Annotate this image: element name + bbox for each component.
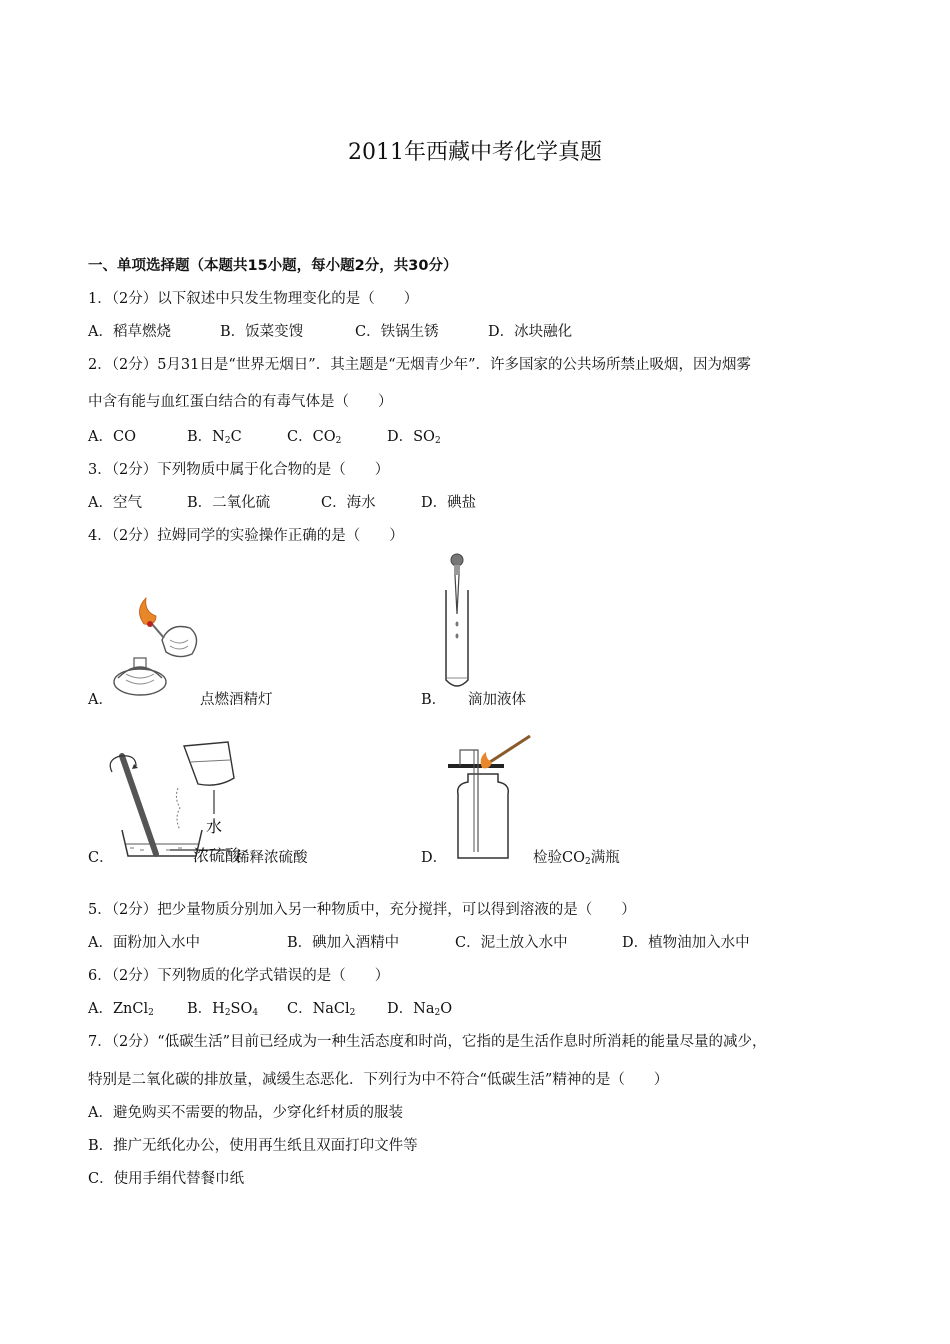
q1-option-a: A．稻草燃烧 bbox=[88, 324, 171, 340]
q4-option-b-caption: 滴加液体 bbox=[468, 692, 526, 708]
q2-option-c: C．$CO_2$ bbox=[287, 429, 342, 446]
q2-option-d: D．$SO_2$ bbox=[387, 429, 441, 446]
q4-option-b-letter: B． bbox=[421, 692, 447, 708]
q3-option-d: D．碘盐 bbox=[421, 495, 477, 511]
acid-label: 浓硫酸 bbox=[193, 846, 242, 865]
question-4-stem: 4．（2分）拉姆同学的实验操作正确的是（ ） bbox=[88, 528, 404, 544]
q7-option-a: A．避免购买不需要的物品，少穿化纤材质的服装 bbox=[88, 1105, 403, 1121]
q4-option-d-caption: 检验$CO_2$满瓶 bbox=[533, 850, 620, 867]
q1-option-b: B．饭菜变馊 bbox=[220, 324, 304, 340]
question-2-stem-line1: 2．（2分）5月31日是“世界无烟日”．其主题是“无烟青少年”．许多国家的公共场所禁止吸烟，因为烟雾 bbox=[88, 357, 752, 373]
q7-option-c: C．使用手绢代替餐巾纸 bbox=[88, 1171, 245, 1187]
q5-option-b: B．碘加入酒精中 bbox=[287, 935, 400, 951]
question-6-stem: 6．（2分）下列物质的化学式错误的是（ ） bbox=[88, 968, 390, 984]
q1-option-c: C．铁锅生锈 bbox=[355, 324, 439, 340]
question-3-stem: 3．（2分）下列物质中属于化合物的是（ ） bbox=[88, 462, 390, 478]
q5-option-a: A．面粉加入水中 bbox=[88, 935, 200, 951]
question-7-stem-line1: 7．（2分）“低碳生活”目前已经成为一种生活态度和时尚，它指的是生活作息时所消耗的能量尽量的减少， bbox=[88, 1034, 767, 1050]
q3-option-a: A．空气 bbox=[88, 495, 142, 511]
q2-option-a: A．CO bbox=[88, 429, 136, 445]
page-title: 2011年西藏中考化学真题 bbox=[348, 140, 602, 165]
q4-option-c-letter: C． bbox=[88, 850, 114, 866]
q7-option-b: B．推广无纸化办公，使用再生纸且双面打印文件等 bbox=[88, 1138, 418, 1154]
water-label: 水 bbox=[206, 817, 223, 836]
q4-option-a-caption: 点燃酒精灯 bbox=[200, 692, 273, 708]
question-1-stem: 1．（2分）以下叙述中只发生物理变化的是（ ） bbox=[88, 291, 419, 307]
gas-bottle-figure bbox=[444, 732, 534, 862]
q6-option-d: D．$Na_2O$ bbox=[387, 1001, 453, 1018]
section-heading: 一、单项选择题（本题共15小题，每小题2分，共30分） bbox=[88, 258, 458, 274]
q3-option-c: C．海水 bbox=[321, 495, 376, 511]
q4-option-c-caption: 稀释浓硫酸 bbox=[235, 850, 308, 866]
q5-option-c: C．泥土放入水中 bbox=[455, 935, 568, 951]
q4-option-d-letter: D． bbox=[421, 850, 448, 866]
q4-option-a-letter: A． bbox=[88, 692, 113, 708]
alcohol-lamp-figure bbox=[104, 594, 204, 704]
q3-option-b: B．二氧化硫 bbox=[187, 495, 271, 511]
q1-option-d: D．冰块融化 bbox=[488, 324, 573, 340]
q2-option-b: B．$N_2C$ bbox=[187, 429, 242, 446]
question-7-stem-line2: 特别是二氧化碳的排放量，减缓生态恶化．下列行为中不符合“低碳生活”精神的是（ ） bbox=[88, 1072, 669, 1088]
q6-option-c: C．NaCl$_2$ bbox=[287, 1001, 356, 1018]
dropper-test-tube-figure bbox=[440, 552, 476, 702]
question-2-stem-line2: 中含有能与血红蛋白结合的有毒气体是（ ） bbox=[88, 394, 393, 410]
question-5-stem: 5．（2分）把少量物质分别加入另一种物质中，充分搅拌，可以得到溶液的是（ ） bbox=[88, 902, 636, 918]
q6-option-a: A．ZnCl$_2$ bbox=[88, 1001, 154, 1018]
q5-option-d: D．植物油加入水中 bbox=[622, 935, 750, 951]
q6-option-b: B．$H_2SO_4$ bbox=[187, 1001, 259, 1018]
